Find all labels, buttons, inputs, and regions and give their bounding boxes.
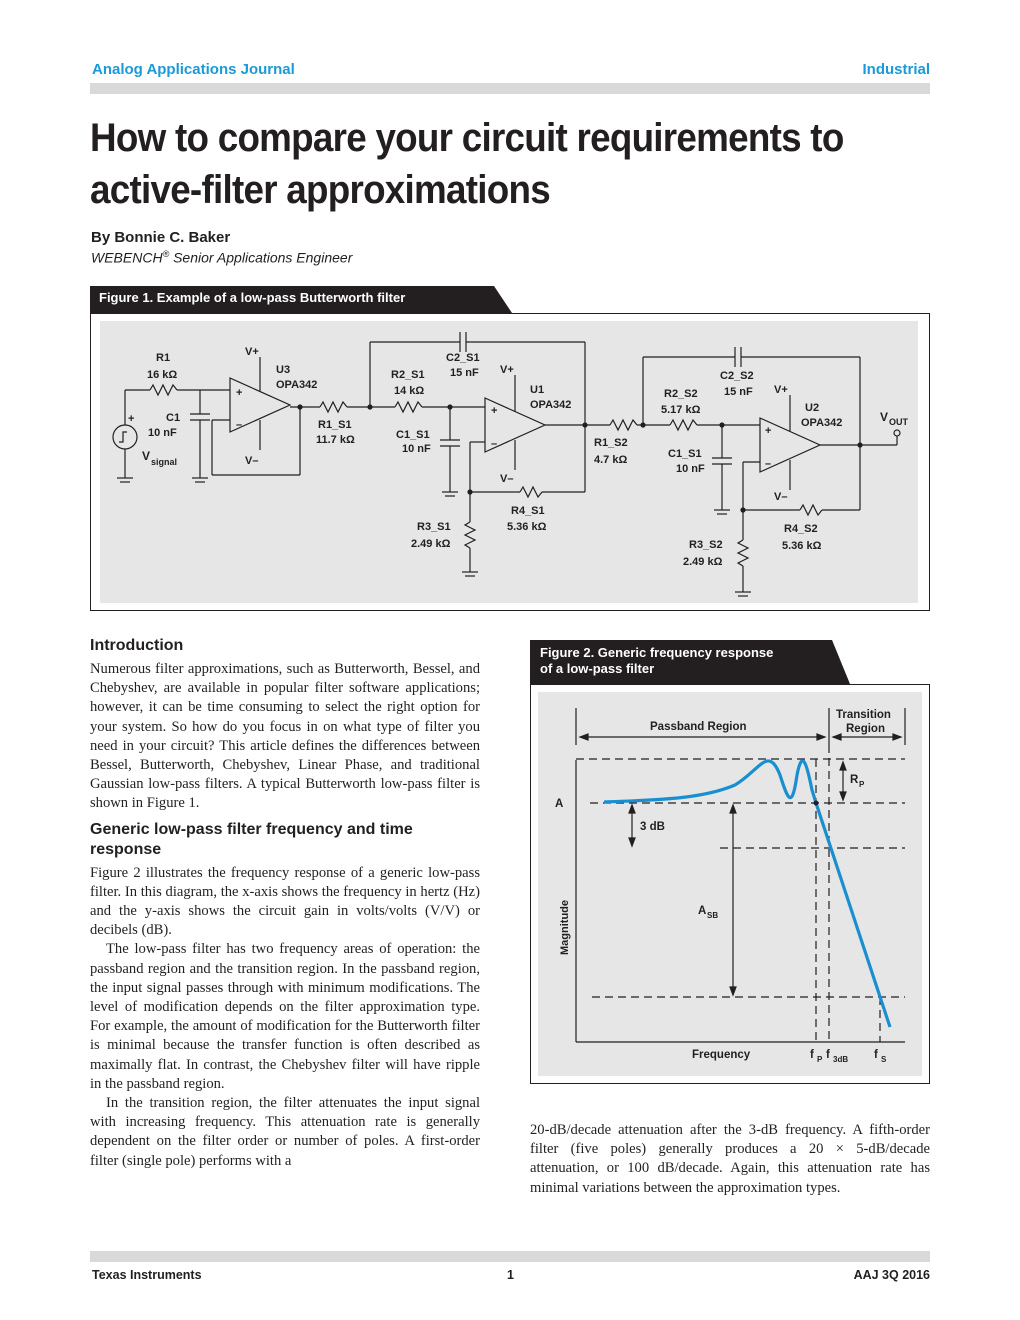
fig2-asb: A xyxy=(698,905,707,917)
fig1-label-vout: V xyxy=(880,410,889,424)
fig2-rp: R xyxy=(850,774,859,786)
byline: By Bonnie C. Baker xyxy=(91,229,231,246)
fig1-label-c2-s1-val: 15 nF xyxy=(450,367,479,379)
fig1-label-vsignal-sub: signal xyxy=(151,457,178,467)
fig1-label-c1-s2: C1_S1 xyxy=(668,448,702,460)
fig1-label-r4-s1: R4_S1 xyxy=(511,505,545,517)
frequency-response-curve xyxy=(604,761,890,1027)
fig1-label-r2-s2-val: 5.17 kΩ xyxy=(661,404,701,416)
fig2-fs: f xyxy=(874,1049,878,1061)
intro-paragraph: Numerous filter approximations, such as Butterworth, Bessel, and Chebyshev, are available in popular filter software applications; however, it can be time consuming to select the right option for your system. So how do you focus in on what type of filter you need in your circuit? This article defines the differences between Bessel, Butterworth, Chebyshev, Linear Phase, and traditional Gaussian low-pass filters. A typical Butterworth low-pass filter is shown in Figure 1. xyxy=(90,661,480,812)
header-bar xyxy=(90,83,930,94)
intro-heading: Introduction xyxy=(90,637,184,654)
fig2-3db: 3 dB xyxy=(640,821,665,833)
fig1-u3-vminus: V– xyxy=(245,455,259,467)
fig1-u3-part: OPA342 xyxy=(276,379,318,391)
journal-name: Analog Applications Journal xyxy=(92,61,295,78)
fig1-label-c1-s2-val: 10 nF xyxy=(676,463,705,475)
generic-heading: Generic low-pass filter frequency and time response xyxy=(90,820,413,858)
fig1-u1-vplus: V+ xyxy=(500,364,514,376)
fig1-label-u2: U2 xyxy=(805,402,820,414)
figure1-schematic xyxy=(100,321,918,603)
fig1-label-r1-val: 16 kΩ xyxy=(147,369,178,381)
generic-paragraph-2: The low-pass filter has two frequency areas of operation: the passband region and the transition region. In the passband region, the input signal passes through with minimum modifications. The level of modification depends on the filter approximation type. For example, the amount of modification for the Butterworth filter is minimal because the transfer function is often described as maximally flat. In contrast, the Chebyshev filter will have ripple in the passband region. xyxy=(90,941,480,1092)
fig2-frequency: Frequency xyxy=(692,1049,751,1061)
fig2-passband: Passband Region xyxy=(650,721,747,733)
fig1-label-r3-s1: R3_S1 xyxy=(417,521,451,533)
fig1-u1-plus: + xyxy=(491,405,498,417)
fig1-label-c1-val: 10 nF xyxy=(148,427,177,439)
fig1-label-r1-s1: R1_S1 xyxy=(318,419,352,431)
fig1-u1-vminus: V– xyxy=(500,473,514,485)
fig1-u2-vplus: V+ xyxy=(774,384,788,396)
section-name: Industrial xyxy=(862,61,930,78)
fig1-label-r4-s2-val: 5.36 kΩ xyxy=(782,540,822,552)
fig1-label-r1: R1 xyxy=(156,352,171,364)
fig1-label-c1-s1: C1_S1 xyxy=(396,429,430,441)
fig1-u3-minus: – xyxy=(236,419,243,431)
fig1-u1-minus: – xyxy=(491,438,498,450)
fig2-transition-2: Region xyxy=(846,723,885,735)
fig1-label-r2-s1: R2_S1 xyxy=(391,369,425,381)
fig1-u2-minus: – xyxy=(765,458,772,470)
footer-company: Texas Instruments xyxy=(92,1268,202,1282)
figure1-caption: Figure 1. Example of a low-pass Butterworth filter xyxy=(90,286,494,313)
fig1-label-c1: C1 xyxy=(166,412,181,424)
role-prefix: WEBENCH xyxy=(91,249,163,266)
fig1-u2-plus: + xyxy=(765,425,772,437)
fig1-label-u3: U3 xyxy=(276,364,291,376)
author-role xyxy=(91,249,352,266)
fig2-a: A xyxy=(555,798,564,810)
fig1-label-r1-s1-val: 11.7 kΩ xyxy=(316,434,355,446)
fig1-label-c2-s2-val: 15 nF xyxy=(724,386,753,398)
fig1-source-plus: + xyxy=(128,413,135,425)
fig1-label-c2-s1: C2_S1 xyxy=(446,352,480,364)
fig2-fp-sub: P xyxy=(817,1055,823,1064)
left-column xyxy=(90,636,480,1171)
title-line-2: active-filter approximations xyxy=(90,168,550,212)
fig1-label-r3-s2: R3_S2 xyxy=(689,539,723,551)
fig1-label-r3-s1-val: 2.49 kΩ xyxy=(411,538,451,550)
role-suffix: Senior Applications Engineer xyxy=(169,249,353,266)
fig1-label-c2-s2: C2_S2 xyxy=(720,370,754,382)
fig2-f3db: f xyxy=(826,1049,830,1061)
fig2-fs-sub: S xyxy=(881,1055,887,1064)
fig2-rp-sub: P xyxy=(859,780,865,789)
fig2-asb-sub: SB xyxy=(707,911,719,920)
footer-issue: AAJ 3Q 2016 xyxy=(853,1268,930,1282)
generic-paragraph-4: 20-dB/decade attenuation after the 3-dB frequency. A fifth-order filter (five poles) generally produces a 20 × 5-dB/decade attenuation, or 100 dB/decade. Again, this attenuation rate has minimal variations between the approximation types. xyxy=(530,1122,930,1196)
fig1-u3-plus: + xyxy=(236,387,243,399)
fig1-u2-vminus: V– xyxy=(774,491,788,503)
fig1-label-r2-s2: R2_S2 xyxy=(664,388,698,400)
article-title xyxy=(90,112,872,216)
right-column xyxy=(530,1121,930,1198)
role-mark: ® xyxy=(162,249,170,259)
figure2-caption-line-2: of a low-pass filter xyxy=(540,661,655,676)
fig2-magnitude: Magnitude xyxy=(559,900,571,955)
figure2-caption-line-1: Figure 2. Generic frequency response xyxy=(540,645,774,660)
fig1-u1-part: OPA342 xyxy=(530,399,572,411)
fig1-label-u1: U1 xyxy=(530,384,545,396)
fig1-label-r1-s2: R1_S2 xyxy=(594,437,628,449)
figure2-diagram xyxy=(538,692,922,1076)
generic-paragraph-1: Figure 2 illustrates the frequency response of a generic low-pass filter. In this diagram, the x-axis shows the frequency in hertz (Hz) and the y-axis shows the circuit gain in volts/volts (V/V) or decibels (dB). xyxy=(90,864,480,939)
fig1-label-r1-s2-val: 4.7 kΩ xyxy=(594,454,628,466)
fig1-label-r3-s2-val: 2.49 kΩ xyxy=(683,556,723,568)
generic-paragraph-3: In the transition region, the filter attenuates the input signal with increasing frequency. This attenuation rate is generally dependent on the filter order or number of poles. A first-order filter (single pole) performs with a xyxy=(90,1095,480,1169)
fig2-fp: f xyxy=(810,1049,814,1061)
figure2-caption xyxy=(530,640,832,684)
fig1-label-c1-s1-val: 10 nF xyxy=(402,443,431,455)
title-line-1: How to compare your circuit requirements to xyxy=(90,116,844,160)
fig1-label-vout-sub: OUT xyxy=(889,417,908,427)
fig1-label-vsignal: V xyxy=(142,449,151,463)
fig1-label-r2-s1-val: 14 kΩ xyxy=(394,385,425,397)
fig1-label-r4-s1-val: 5.36 kΩ xyxy=(507,521,547,533)
fig2-f3db-sub: 3dB xyxy=(833,1055,849,1064)
fig1-label-r4-s2: R4_S2 xyxy=(784,523,818,535)
fig1-u2-part: OPA342 xyxy=(801,417,843,429)
fig1-u3-vplus: V+ xyxy=(245,346,259,358)
footer-bar xyxy=(90,1251,930,1262)
page-number: 1 xyxy=(507,1268,514,1282)
fig2-transition-1: Transition xyxy=(836,709,891,721)
